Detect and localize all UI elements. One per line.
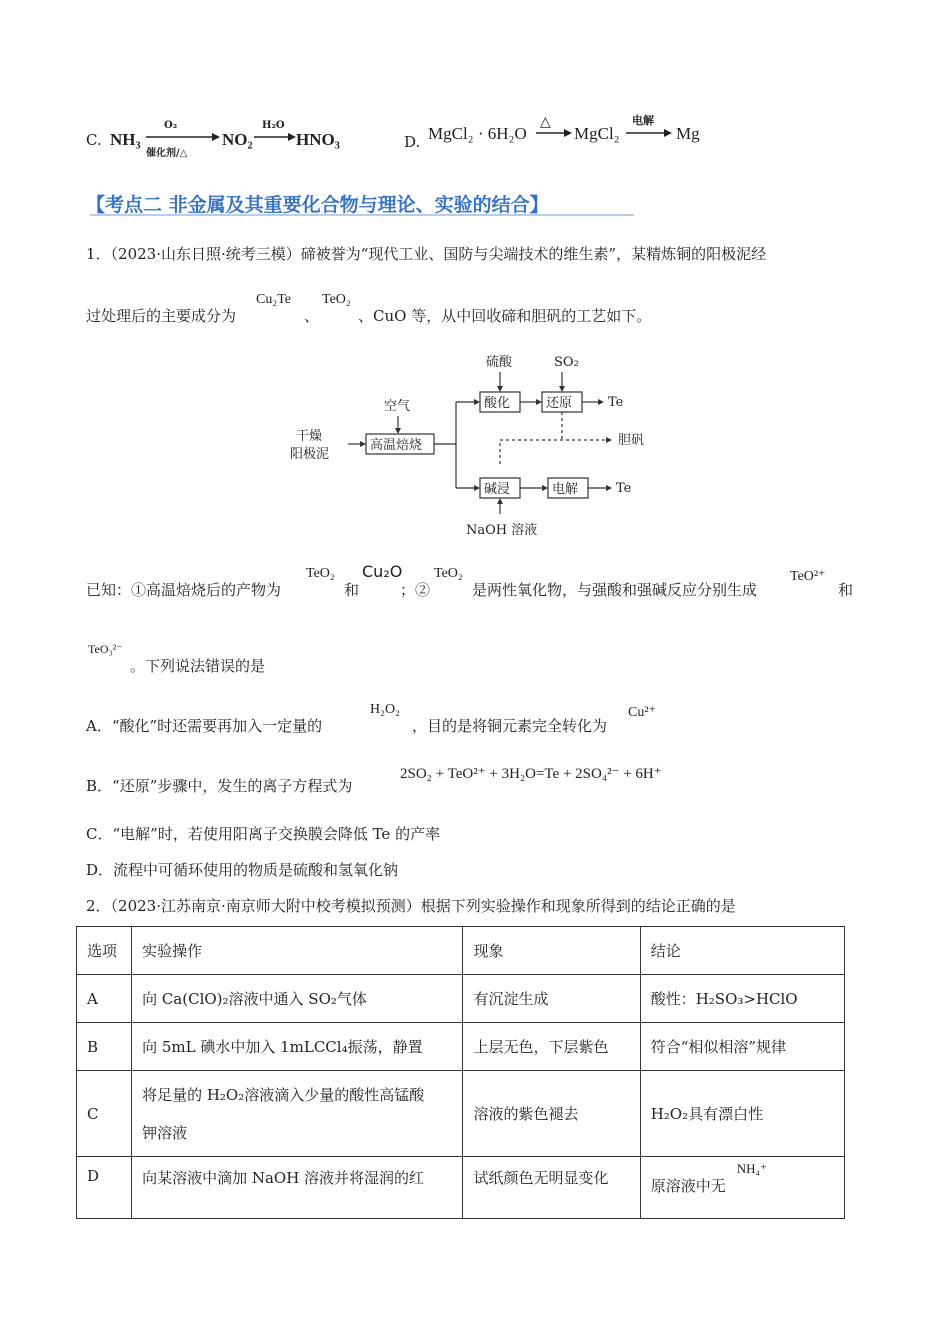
q1-number: 1．: [86, 245, 111, 263]
row-c-operation: [132, 1071, 463, 1157]
q2-stem: [86, 896, 736, 916]
table-row: [77, 1023, 845, 1071]
q1-option-d[interactable]: D．流程中可循环使用的物质是硫酸和氢氧化钠: [86, 861, 399, 879]
header-option: 选项: [77, 927, 132, 975]
q1-option-b-equation: 2SO₂ + TeO²⁺ + 3H₂O=Te + 2SO₄²⁻ + 6H⁺: [400, 766, 662, 782]
row-d-conclusion-text: 原溶液中无: [650, 1177, 726, 1195]
nh4-formula: NH₄⁺: [736, 1161, 767, 1176]
section-heading: 【考点二 非金属及其重要化合物与理论、实验的结合】: [86, 194, 549, 216]
arrow2-icon: [254, 132, 296, 142]
option-c-reaction-chain: [110, 118, 350, 158]
so2-label: SO₂: [554, 355, 579, 370]
row-b-phenomenon: 上层无色，下层紫色: [463, 1023, 640, 1071]
acid-reagent-label: 硫酸: [486, 355, 513, 370]
alkali-leach-label: 碱浸: [484, 482, 511, 497]
row-c-conclusion: H₂O₂具有漂白性: [640, 1071, 844, 1157]
q1-option-c[interactable]: C．“电解”时，若使用阳离子交换膜会降低 Te 的产率: [86, 825, 441, 843]
row-c-option: C: [77, 1071, 132, 1157]
q1-line2-prefix: 过处理后的主要成分为: [86, 307, 237, 325]
reduce-label: 还原: [546, 396, 573, 411]
option-d-reaction-chain: [428, 112, 718, 152]
known-and2: 和: [838, 581, 854, 599]
row-a-option: A: [77, 975, 132, 1023]
row-a-operation: 向 Ca(ClO)₂溶液中通入 SO₂气体: [132, 975, 463, 1023]
known-teo2plus: TeO²⁺: [790, 569, 826, 584]
arrow3-icon: [536, 128, 572, 138]
q1-sep: 、: [304, 307, 320, 325]
known-teo2-1: TeO₂: [306, 566, 335, 581]
process-flow-diagram: [286, 344, 666, 544]
row-b-conclusion: 符合“相似相溶”规律: [640, 1023, 844, 1071]
q1-stem-line2: [86, 306, 236, 326]
table-header-row: [77, 927, 845, 975]
known-teo2-2: TeO₂: [434, 566, 463, 581]
known-mid: 是两性氧化物，与强酸和强碱反应分别生成: [472, 581, 758, 599]
nh3-formula: NH₃: [110, 130, 141, 149]
row-d-phenomenon: 试纸颜色无明显变化: [463, 1157, 640, 1219]
heading-underline: [90, 214, 634, 216]
known-and1: 和: [344, 581, 360, 599]
roast-label: 高温焙烧: [370, 438, 423, 453]
row-d-option: D: [77, 1157, 132, 1219]
row-c-operation-line2: 钾溶液: [142, 1123, 188, 1142]
arrow2-top-label: H₂O: [262, 120, 285, 131]
flow-input-line2: 阳极泥: [290, 447, 330, 462]
electrolysis-box-label: 电解: [552, 482, 579, 497]
cu2plus-formula: Cu²⁺: [628, 705, 656, 720]
mg-formula: Mg: [676, 124, 700, 143]
row-c-phenomenon: 溶液的紫色褪去: [463, 1071, 640, 1157]
q2-number: 2．: [86, 897, 111, 915]
cu2te-formula: Cu₂Te: [256, 292, 292, 307]
option-d-label: D.: [404, 133, 421, 151]
row-b-operation: 向 5mL 碘水中加入 1mLCCl₄振荡，静置: [132, 1023, 463, 1071]
q1-stem-line1: [86, 244, 766, 264]
arrow1-top-label: O₂: [164, 120, 178, 131]
table-row: [77, 1157, 845, 1219]
arrow4-icon: [626, 128, 672, 138]
arrow1-icon: [146, 132, 220, 142]
q1-option-a-prefix[interactable]: A．“酸化”时还需要再加入一定量的: [86, 717, 323, 735]
header-phenomenon: 现象: [463, 927, 640, 975]
electrolysis-label: 电解: [632, 114, 654, 127]
mgcl2-formula: MgCl₂: [574, 124, 620, 143]
known-cu2o: Cu₂O: [362, 562, 403, 581]
q2-stem-text: （2023·江苏南京·南京师大附中校考模拟预测）根据下列实验操作和现象所得到的结论正确的是: [110, 897, 736, 915]
flow-air-label: 空气: [384, 399, 411, 414]
row-d-conclusion: [640, 1157, 844, 1219]
heat-symbol: △: [540, 114, 551, 130]
known-semi: ；②: [400, 581, 431, 599]
mgcl2-hydrate-formula: MgCl₂ · 6H₂O: [428, 124, 527, 143]
teo2-formula: TeO₂: [322, 292, 351, 307]
header-operation: 实验操作: [132, 927, 463, 975]
hno3-formula: HNO₃: [296, 130, 340, 149]
q2-table: [76, 926, 845, 1219]
naoh-label: NaOH 溶液: [466, 523, 538, 538]
acidify-label: 酸化: [484, 396, 511, 411]
te-product-1: Te: [608, 395, 624, 410]
te-product-2: Te: [616, 481, 632, 496]
q1-option-a-mid: ，目的是将铜元素完全转化为: [412, 717, 608, 735]
option-c-label: C.: [86, 131, 102, 149]
q1-line2-suffix: 、CuO 等，从中回收碲和胆矾的工艺如下。: [358, 307, 652, 325]
arrow1-bottom-label: 催化剂/△: [146, 148, 188, 159]
row-d-operation: 向某溶液中滴加 NaOH 溶液并将湿润的红: [132, 1157, 463, 1219]
known-suffix: 。下列说法错误的是: [130, 657, 266, 675]
row-a-conclusion: 酸性：H₂SO₃>HClO: [640, 975, 844, 1023]
known-teo3: TeO₃²⁻: [88, 642, 123, 656]
table-row: [77, 1071, 845, 1157]
known-prefix: 已知：①高温焙烧后的产物为: [86, 581, 282, 599]
row-a-phenomenon: 有沉淀生成: [463, 975, 640, 1023]
q1-option-b-prefix[interactable]: B．“还原”步骤中，发生的离子方程式为: [86, 777, 353, 795]
q1-stem-text: （2023·山东日照·统考三模）碲被誉为“现代工业、国防与尖端技术的维生素”，某精炼铜的阳极泥经: [110, 245, 767, 263]
table-row: [77, 975, 845, 1023]
flow-input-line1: 干燥: [296, 429, 323, 444]
h2o2-formula: H₂O₂: [370, 702, 400, 717]
no2-formula: NO₂: [222, 130, 253, 149]
row-c-operation-line1: 将足量的 H₂O₂溶液滴入少量的酸性高锰酸: [142, 1085, 425, 1104]
row-b-option: B: [77, 1023, 132, 1071]
header-conclusion: 结论: [640, 927, 844, 975]
blue-vitriol-label: 胆矾: [618, 433, 645, 448]
